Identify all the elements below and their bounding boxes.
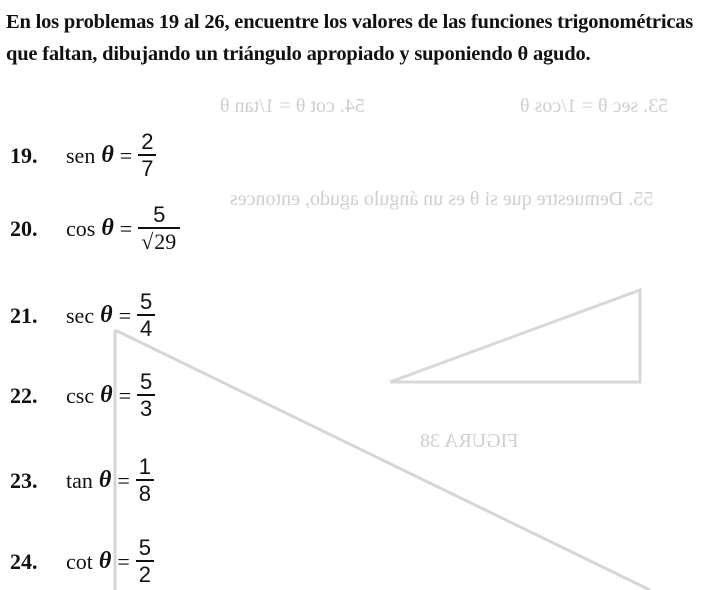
fraction bbox=[136, 536, 154, 587]
function-name: sen bbox=[66, 142, 96, 168]
ghost-text-3: 55. Demuestre que si θ es un ángulo agudo, entonces bbox=[230, 188, 654, 210]
numerator: 5 bbox=[153, 202, 166, 227]
expression bbox=[66, 455, 154, 506]
function-name: cos bbox=[66, 215, 96, 241]
equals-sign: = bbox=[117, 548, 130, 574]
denominator: 7 bbox=[138, 154, 156, 181]
ghost-text-4: FIGURA 38 bbox=[420, 430, 519, 452]
theta-symbol: θ bbox=[101, 142, 114, 168]
ghost-text-1: 53. sec θ = 1/cos θ bbox=[520, 95, 669, 117]
equals-sign: = bbox=[118, 382, 131, 408]
problem-19 bbox=[10, 130, 156, 181]
numerator: 5 bbox=[139, 369, 153, 394]
problem-number: 24. bbox=[10, 548, 38, 574]
problem-number: 21. bbox=[10, 302, 38, 328]
denominator: 4 bbox=[137, 314, 155, 341]
denominator: 3 bbox=[137, 394, 155, 421]
instructions-paragraph: En los problemas 19 al 26, encuentre los valores de las funciones trigonométricas que faltan, dibujando un triángulo apropiado y suponiendo θ agudo. bbox=[6, 11, 694, 65]
theta-symbol: θ bbox=[100, 382, 113, 408]
numerator: 5 bbox=[138, 535, 152, 560]
problem-21 bbox=[10, 290, 155, 341]
expression bbox=[66, 290, 155, 341]
expression bbox=[66, 130, 156, 181]
square-root bbox=[141, 228, 177, 254]
numerator: 5 bbox=[139, 289, 153, 314]
equals-sign: = bbox=[117, 467, 130, 493]
theta-symbol: θ bbox=[98, 548, 112, 574]
problem-number: 19. bbox=[10, 142, 38, 168]
theta-symbol: θ bbox=[100, 302, 113, 328]
function-name: sec bbox=[66, 302, 95, 328]
numerator: 1 bbox=[138, 454, 152, 479]
root-symbol: √ bbox=[141, 229, 154, 254]
theta-symbol: θ bbox=[98, 467, 112, 493]
problem-20 bbox=[10, 203, 180, 254]
ghost-text-2: 54. cot θ = 1/tan θ bbox=[220, 95, 365, 117]
function-name: tan bbox=[66, 467, 93, 493]
theta-symbol: θ bbox=[101, 215, 114, 241]
problem-number: 20. bbox=[10, 215, 38, 241]
fraction bbox=[138, 203, 180, 254]
expression bbox=[66, 370, 155, 421]
denominator: 8 bbox=[136, 479, 154, 506]
problem-22 bbox=[10, 370, 155, 421]
equals-sign: = bbox=[118, 302, 131, 328]
equals-sign: = bbox=[119, 215, 133, 241]
denominator: 2 bbox=[136, 560, 154, 587]
problem-number: 23. bbox=[10, 467, 38, 493]
fraction bbox=[136, 455, 154, 506]
expression bbox=[66, 536, 154, 587]
problem-number: 22. bbox=[10, 382, 38, 408]
numerator: 2 bbox=[141, 129, 154, 154]
function-name: csc bbox=[66, 382, 95, 408]
function-name: cot bbox=[66, 548, 93, 574]
fraction bbox=[138, 130, 156, 181]
radicand: 29 bbox=[154, 229, 177, 254]
fraction bbox=[137, 290, 155, 341]
problem-23 bbox=[10, 455, 154, 506]
equals-sign: = bbox=[119, 142, 133, 168]
expression bbox=[66, 203, 180, 254]
fraction bbox=[137, 370, 155, 421]
problem-24 bbox=[10, 536, 154, 587]
denominator bbox=[138, 227, 180, 254]
